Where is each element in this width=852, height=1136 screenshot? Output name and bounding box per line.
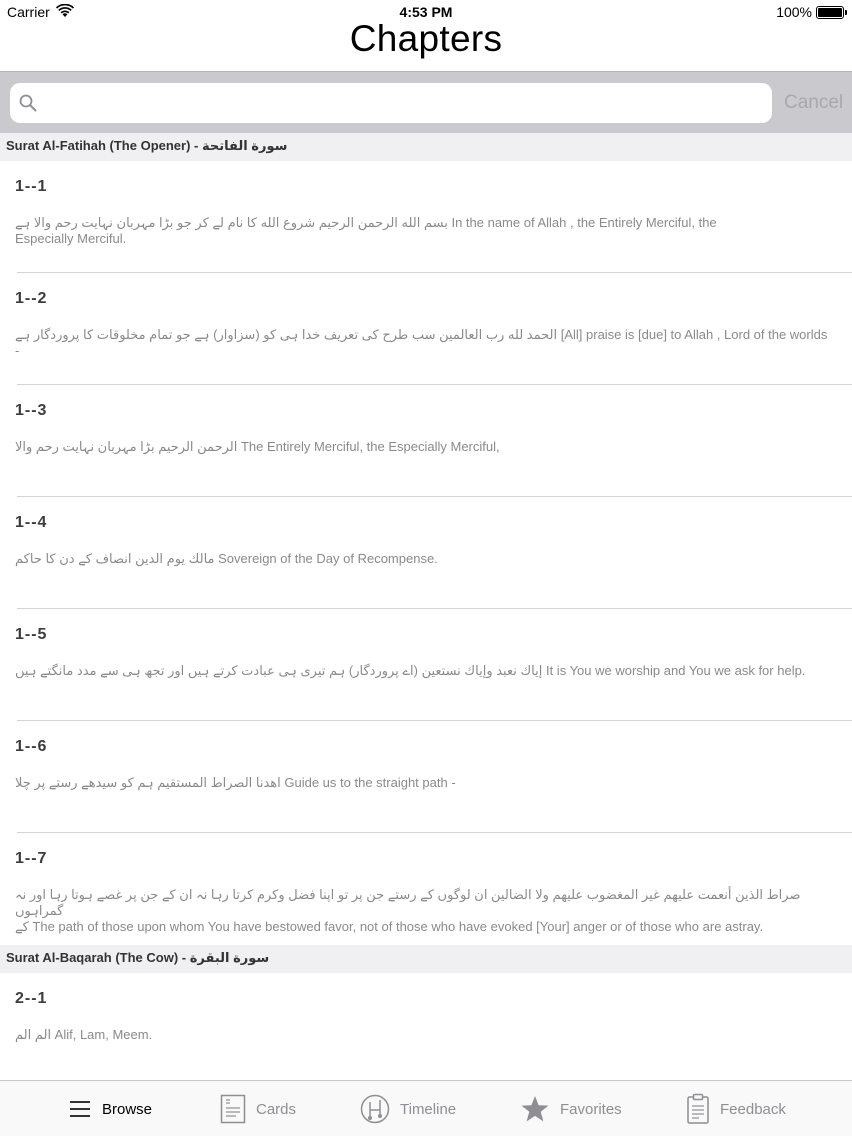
clipboard-icon (686, 1093, 710, 1125)
verse-number: 1--1 (15, 178, 48, 195)
search-input[interactable] (46, 83, 766, 123)
tab-timeline[interactable] (360, 1081, 456, 1136)
verse-text: اهدنا الصراط المستقيم ہم کو سیدھے رستے پر چلا Guide us to the straight path - (15, 775, 456, 790)
clock: 4:53 PM (399, 4, 453, 20)
tab-favorites[interactable] (520, 1081, 622, 1136)
verse-row[interactable] (0, 973, 852, 1085)
verse-row[interactable] (0, 497, 852, 609)
verse-number: 1--7 (15, 850, 48, 867)
section-header: Surat Al-Baqarah (The Cow) - سورة البقرة (0, 945, 852, 973)
verse-list[interactable] (0, 133, 852, 1085)
verse-row[interactable] (0, 609, 852, 721)
tab-label: Browse (102, 1100, 153, 1118)
verse-number: 2--1 (15, 990, 48, 1007)
verse-text: الحمد لله رب العالمين سب طرح کی تعریف خدا ہی کو (سزاوار) ہے جو تمام مخلوقات کا پروردگار ہے [All] praise is [due] to Allah , Lord of the worlds - (15, 327, 828, 358)
verse-number: 1--5 (15, 626, 48, 643)
verse-text: إياك نعبد وإياك نستعين (اے پروردگار) ہم تیری ہی عبادت کرتے ہیں اور تجھ ہی سے مدد مانگتے ہیں It is You we worship and You we ask for help. (15, 663, 806, 678)
star-icon (520, 1095, 550, 1123)
tab-label: Favorites (560, 1100, 622, 1118)
verse-row[interactable] (0, 833, 852, 945)
verse-text: الرحمن الرحيم بڑا مہربان نہایت رحم والا The Entirely Merciful, the Especially Merciful, (15, 439, 500, 454)
tab-feedback[interactable] (686, 1081, 786, 1136)
verse-row[interactable] (0, 161, 852, 273)
search-icon (19, 94, 37, 112)
tab-browse[interactable] (68, 1081, 152, 1136)
section-header: Surat Al-Fatihah (The Opener) - سورة الفاتحة (0, 133, 852, 161)
verse-row[interactable] (0, 385, 852, 497)
search-bar (0, 71, 852, 133)
verse-number: 1--2 (15, 290, 48, 307)
battery-percent: 100% (776, 4, 812, 20)
verse-row[interactable] (0, 721, 852, 833)
tab-bar (0, 1080, 852, 1136)
verse-text: بسم الله الرحمن الرحيم شروع الله کا نام لے کر جو بڑا مہربان نہایت رحم والا ہے In the name of Allah , the Entirely Merciful, the Especially Merciful. (15, 215, 717, 246)
verse-number: 1--6 (15, 738, 48, 755)
list-icon (68, 1099, 92, 1119)
tab-label: Timeline (400, 1100, 457, 1118)
verse-number: 1--3 (15, 402, 48, 419)
verse-text: مالك يوم الدين انصاف کے دن کا حاکم Sovereign of the Day of Recompense. (15, 551, 438, 566)
timeline-icon (360, 1094, 390, 1124)
cancel-button[interactable]: Cancel (784, 92, 844, 113)
page-title: Chapters (349, 18, 503, 59)
verse-number: 1--4 (15, 514, 48, 531)
verse-text: صراط الذين أنعمت عليهم غير المغضوب عليهم ولا الضالين ان لوگوں کے رستے جن پر تو اپنا فضل وکرم کرتا رہا نہ ان کے جن پر غصے ہوتا رہا اور نہ گمراہوں کے The path of those upon whom You have bestowed favor, not of those who have evoked [Your] anger or of those who are astray. (15, 887, 801, 934)
carrier-label: Carrier (7, 4, 50, 20)
tab-label: Cards (256, 1100, 297, 1118)
verse-row[interactable] (0, 273, 852, 385)
tab-label: Feedback (720, 1100, 786, 1118)
search-field-container[interactable] (10, 83, 772, 123)
verse-text: الم الم Alif, Lam, Meem. (15, 1027, 153, 1042)
cards-icon (220, 1094, 246, 1124)
tab-cards[interactable] (220, 1081, 296, 1136)
